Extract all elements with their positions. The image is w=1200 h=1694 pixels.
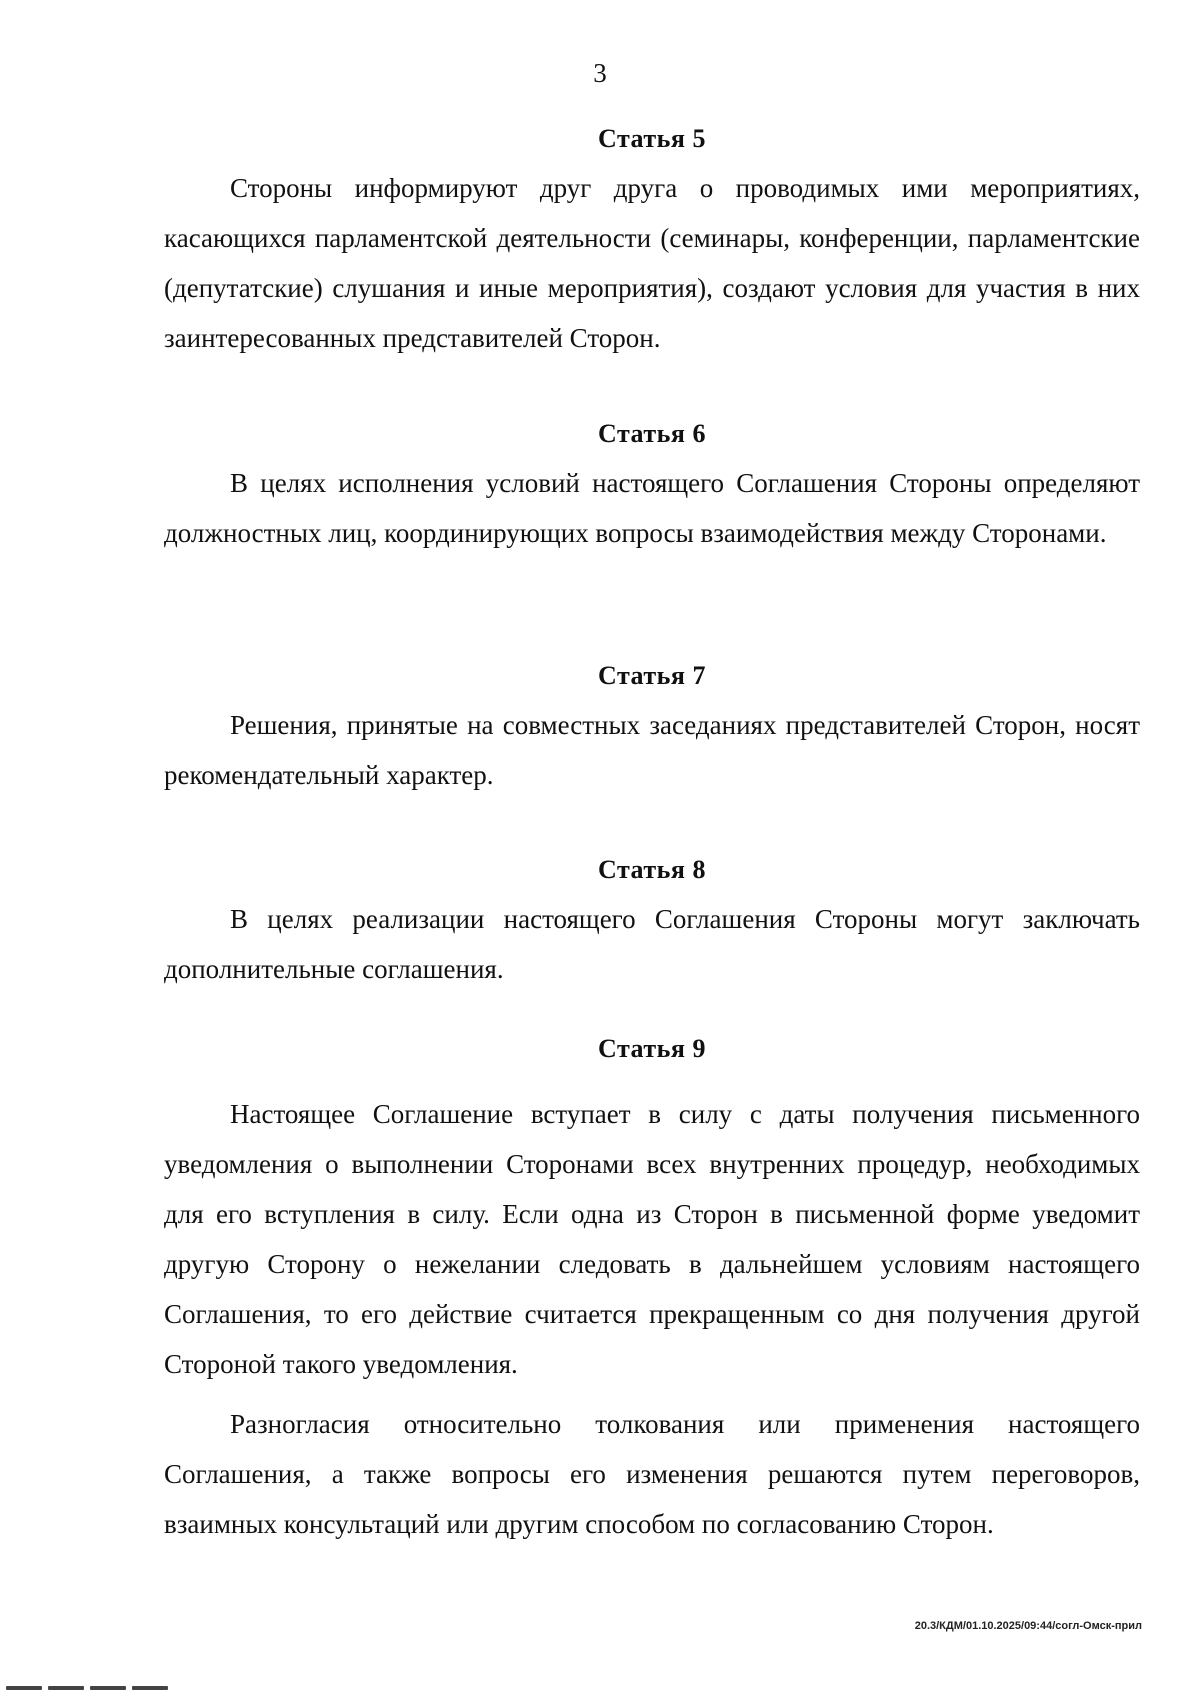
article-paragraph: Разногласия относительно толкования или применения настоящего Соглашения, а также вопросы его изменения решаются путем переговоров, взаимных консультаций или другим способом по согласованию Сторон. bbox=[164, 1409, 1140, 1539]
scan-mark bbox=[90, 1686, 126, 1690]
scan-marks bbox=[6, 1686, 168, 1690]
scan-mark bbox=[48, 1686, 84, 1690]
article-5 bbox=[164, 119, 1140, 363]
article-title: Статья 6 bbox=[598, 419, 706, 448]
scan-mark bbox=[132, 1686, 168, 1690]
article-title: Статья 5 bbox=[598, 124, 706, 153]
article-9 bbox=[164, 1029, 1140, 1549]
article-paragraph: В целях реализации настоящего Соглашения Стороны могут заключать дополнительные соглашения. bbox=[164, 904, 1140, 984]
article-6 bbox=[164, 414, 1140, 558]
article-8 bbox=[164, 850, 1140, 994]
article-paragraph: Решения, принятые на совместных заседаниях представителей Сторон, носят рекомендательный характер. bbox=[164, 710, 1140, 790]
article-title: Статья 8 bbox=[598, 855, 706, 884]
article-title: Статья 9 bbox=[598, 1034, 706, 1063]
scan-mark bbox=[6, 1686, 42, 1690]
article-title: Статья 7 bbox=[598, 661, 706, 690]
document-code: 20.3/КДМ/01.10.2025/09:44/согл-Омск-прил bbox=[914, 1620, 1142, 1632]
article-7 bbox=[164, 656, 1140, 800]
article-paragraph: Стороны информируют друг друга о проводимых ими мероприятиях, касающихся парламентской деятельности (семинары, конференции, парламентские (депутатские) слушания и иные мероприятия), создают условия для участия в них заинтересованных представителей Сторон. bbox=[164, 173, 1140, 353]
page-number: 3 bbox=[593, 58, 607, 88]
article-paragraph: Настоящее Соглашение вступает в силу с даты получения письменного уведомления о выполнении Сторонами всех внутренних процедур, необходимых для его вступления в силу. Если одна из Сторон в письменной форме уведомит другую Сторону о нежелании следовать в дальнейшем условиям настоящего Соглашения, то его действие считается прекращенным со дня получения другой Стороной такого уведомления. bbox=[164, 1099, 1140, 1379]
article-paragraph: В целях исполнения условий настоящего Соглашения Стороны определяют должностных лиц, координирующих вопросы взаимодействия между Сторонами. bbox=[164, 468, 1140, 548]
